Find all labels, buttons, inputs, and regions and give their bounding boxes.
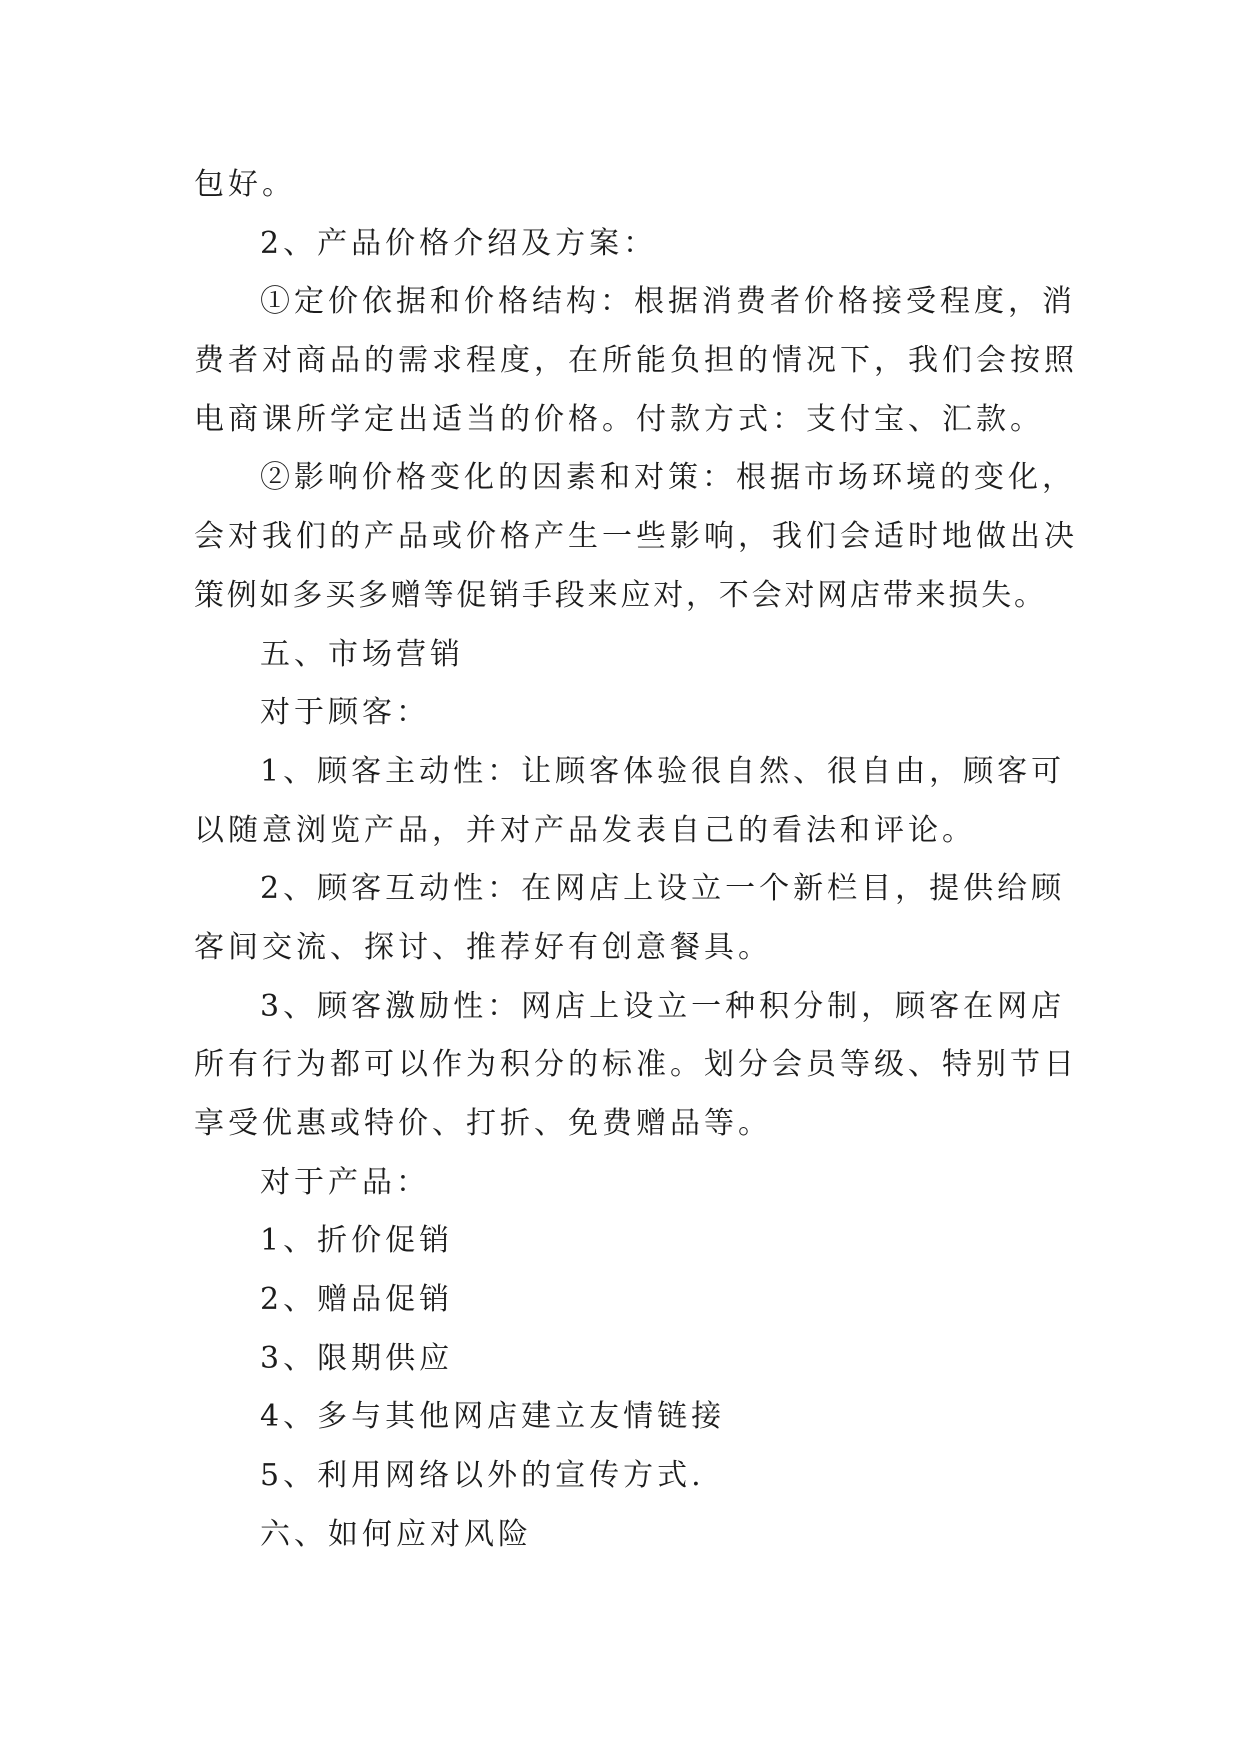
paragraph <box>194 743 1114 860</box>
text-line: 六、如何应对风险 <box>260 1516 532 1552</box>
list-item <box>194 1330 1114 1389</box>
list-item <box>194 1212 1114 1271</box>
text-line: 2、顾客互动性：在网店上设立一个新栏目，提供给顾 <box>260 871 1066 907</box>
section-heading <box>194 626 1114 685</box>
list-item <box>194 1388 1114 1447</box>
text-line: 5、利用网络以外的宣传方式. <box>260 1458 705 1494</box>
text-line: 所有行为都可以作为积分的标准。划分会员等级、特别节日 <box>194 1047 1078 1083</box>
paragraph <box>194 449 1114 625</box>
text-line: ①定价依据和价格结构：根据消费者价格接受程度，消 <box>260 284 1076 320</box>
list-item <box>194 1271 1114 1330</box>
text-line: 五、市场营销 <box>260 636 464 672</box>
paragraph <box>194 860 1114 977</box>
text-line: 1、折价促销 <box>260 1223 454 1259</box>
text-line: 4、多与其他网店建立友情链接 <box>260 1399 726 1435</box>
subheading <box>194 684 1114 743</box>
text-line: 包好。 <box>194 167 296 202</box>
subheading <box>194 1154 1114 1213</box>
section-heading <box>194 1506 1114 1565</box>
text-line: 3、限期供应 <box>260 1340 454 1376</box>
text-line: 客间交流、探讨、推荐好有创意餐具。 <box>194 929 772 965</box>
text-line: 2、产品价格介绍及方案： <box>260 225 658 261</box>
text-line: 3、顾客激励性：网店上设立一种积分制，顾客在网店 <box>260 988 1066 1024</box>
paragraph <box>194 156 1114 215</box>
paragraph <box>194 978 1114 1154</box>
text-line: 对于顾客： <box>260 695 430 731</box>
document-body <box>194 156 1114 1565</box>
text-line: 对于产品： <box>260 1164 430 1200</box>
text-line: ②影响价格变化的因素和对策：根据市场环境的变化， <box>260 460 1076 496</box>
list-item <box>194 1447 1114 1506</box>
text-line: 2、赠品促销 <box>260 1282 454 1318</box>
text-line: 策例如多买多赠等促销手段来应对，不会对网店带来损失。 <box>194 577 1047 613</box>
text-line: 会对我们的产品或价格产生一些影响，我们会适时地做出决 <box>194 519 1078 555</box>
paragraph <box>194 273 1114 449</box>
paragraph <box>194 215 1114 274</box>
text-line: 1、顾客主动性：让顾客体验很自然、很自由，顾客可 <box>260 753 1066 789</box>
text-line: 费者对商品的需求程度，在所能负担的情况下，我们会按照 <box>194 343 1078 379</box>
text-line: 享受优惠或特价、打折、免费赠品等。 <box>194 1106 772 1141</box>
text-line: 以随意浏览产品，并对产品发表自己的看法和评论。 <box>194 812 976 848</box>
text-line: 电商课所学定出适当的价格。付款方式：支付宝、汇款。 <box>194 401 1044 437</box>
